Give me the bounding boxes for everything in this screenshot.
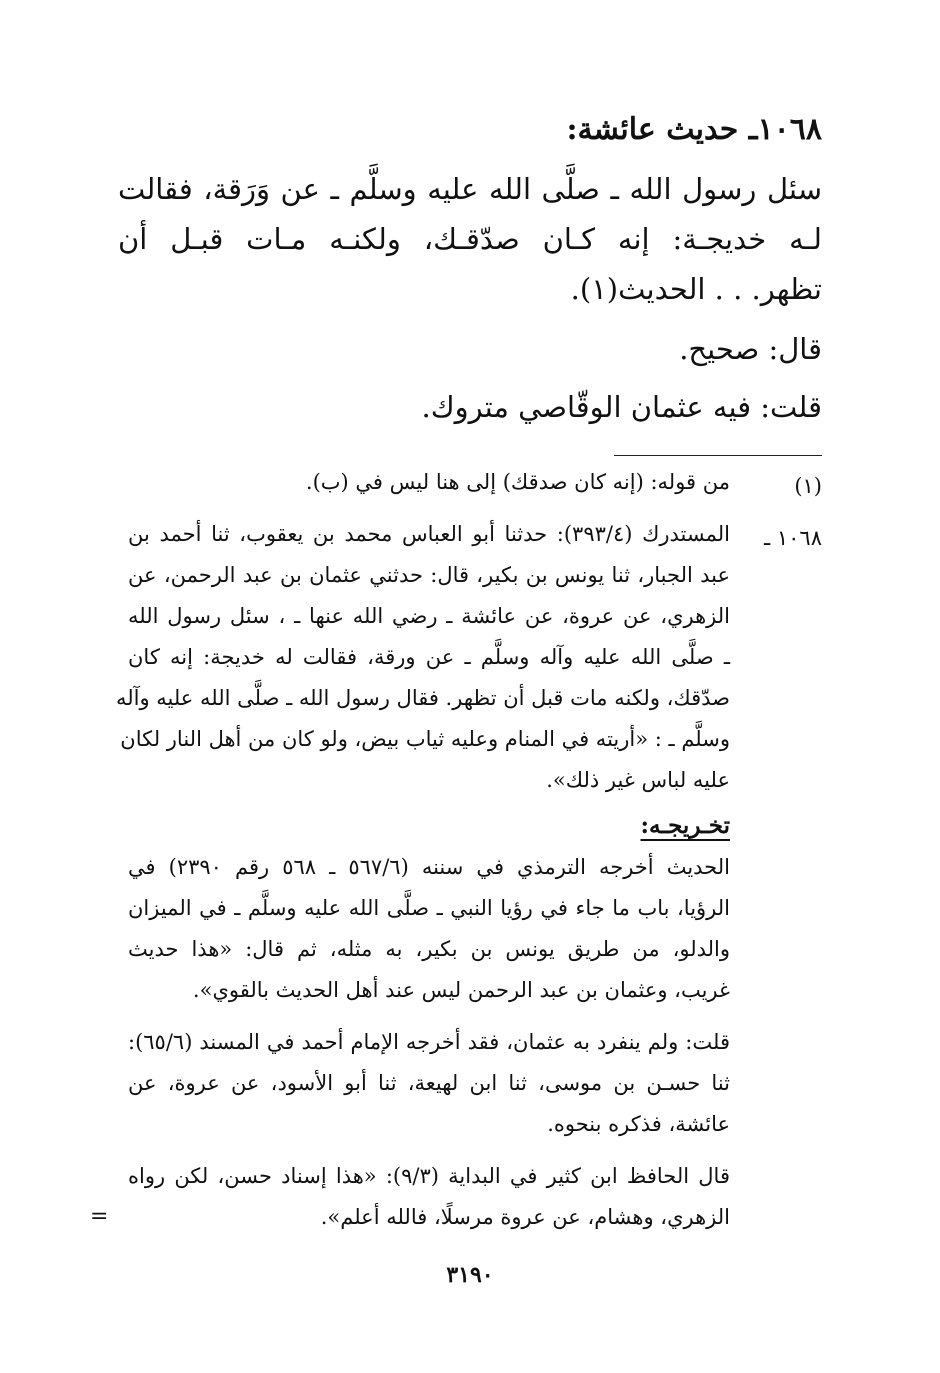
note-line-5: صدّقك، ولكنه مات قبل أن تظهر. فقال رسول الله ـ صلَّى الله عليه وآله <box>115 686 730 710</box>
qala-line: قال: صحيح. <box>679 332 822 366</box>
continuation-mark: = <box>90 1204 109 1229</box>
footnote-text: من قوله: (إنه كان صدقك) إلى هنا ليس في (ب). <box>305 470 730 494</box>
takhrij-line-2: الرؤيا، باب ما جاء في رؤيا النبي ـ صلَّى الله عليه وسلَّم ـ في الميزان <box>128 896 730 920</box>
ibn-kathir-line-2: الزهري، وهشام، عن عروة مرسلًا، فالله أعلم». <box>320 1205 730 1229</box>
page-number: ٣١٩٠ <box>446 1262 494 1288</box>
hadith-heading: ١٠٦٨ـ حديث عائشة: <box>566 112 822 147</box>
qultu2-line-2: ثنا حسـن بن موسى، ثنا ابن لهيعة، ثنا أبو الأسود، عن عروة، عن <box>128 1071 730 1095</box>
footnote-number: (١) <box>794 474 822 498</box>
takhrij-heading: تخـريجـه: <box>640 812 730 839</box>
note-line-7: عليه لباس غير ذلك». <box>546 768 730 792</box>
qultu2-line-1: قلت: ولم ينفرد به عثمان، فقد أخرجه الإمام أحمد في المسند (٦٥/٦): <box>128 1030 730 1054</box>
ibn-kathir-line-1: قال الحافظ ابن كثير في البداية (٩/٣): «هذا إسناد حسن، لكن رواه <box>128 1164 730 1188</box>
note-line-3: الزهري، عن عروة، عن عائشة ـ رضي الله عنها ـ ، سئل رسول الله <box>128 604 730 628</box>
main-text-line-2: لـه خديجـة: إنه كـان صدّقـك، ولكنـه مـات قبـل أن <box>118 222 822 256</box>
main-text-line-3: تظهر. . . الحديث(١). <box>570 272 822 306</box>
takhrij-line-1: الحديث أخرجه الترمذي في سننه (٥٦٧/٦ ـ ٥٦٨ رقم ٢٣٩٠) في <box>128 855 730 879</box>
note-line-2: عبد الجبار، ثنا يونس بن بكير، قال: حدثني عثمان بن عبد الرحمن، عن <box>128 563 730 587</box>
note-line-4: ـ صلَّى الله عليه وآله وسلَّم ـ عن ورقة، فقالت له خديجة: إنه كان <box>128 645 730 669</box>
main-text-line-1: سئل رسول الله ـ صلَّى الله عليه وسلَّم ـ عن وَرَقة، فقالت <box>118 172 822 206</box>
takhrij-line-3: والدلو، من طريق يونس بن بكير، به مثله، ثم قال: «هذا حديث <box>128 937 730 961</box>
note-line-1: المستدرك (٣٩٣/٤): حدثنا أبو العباس محمد بن يعقوب، ثنا أحمد بن <box>128 522 730 546</box>
qultu2-line-3: عائشة، فذكره بنحوه. <box>547 1112 730 1136</box>
qultu-line: قلت: فيه عثمان الوقّاصي متروك. <box>421 390 822 424</box>
takhrij-line-4: غريب، وعثمان بن عبد الرحمن ليس عند أهل الحديث بالقوي». <box>192 978 730 1002</box>
note-number: ١٠٦٨ ـ <box>764 526 822 550</box>
footnote-divider <box>614 455 822 456</box>
note-line-6: وسلَّم ـ : «أريته في المنام وعليه ثياب بيض، ولو كان من أهل النار لكان <box>120 727 730 751</box>
